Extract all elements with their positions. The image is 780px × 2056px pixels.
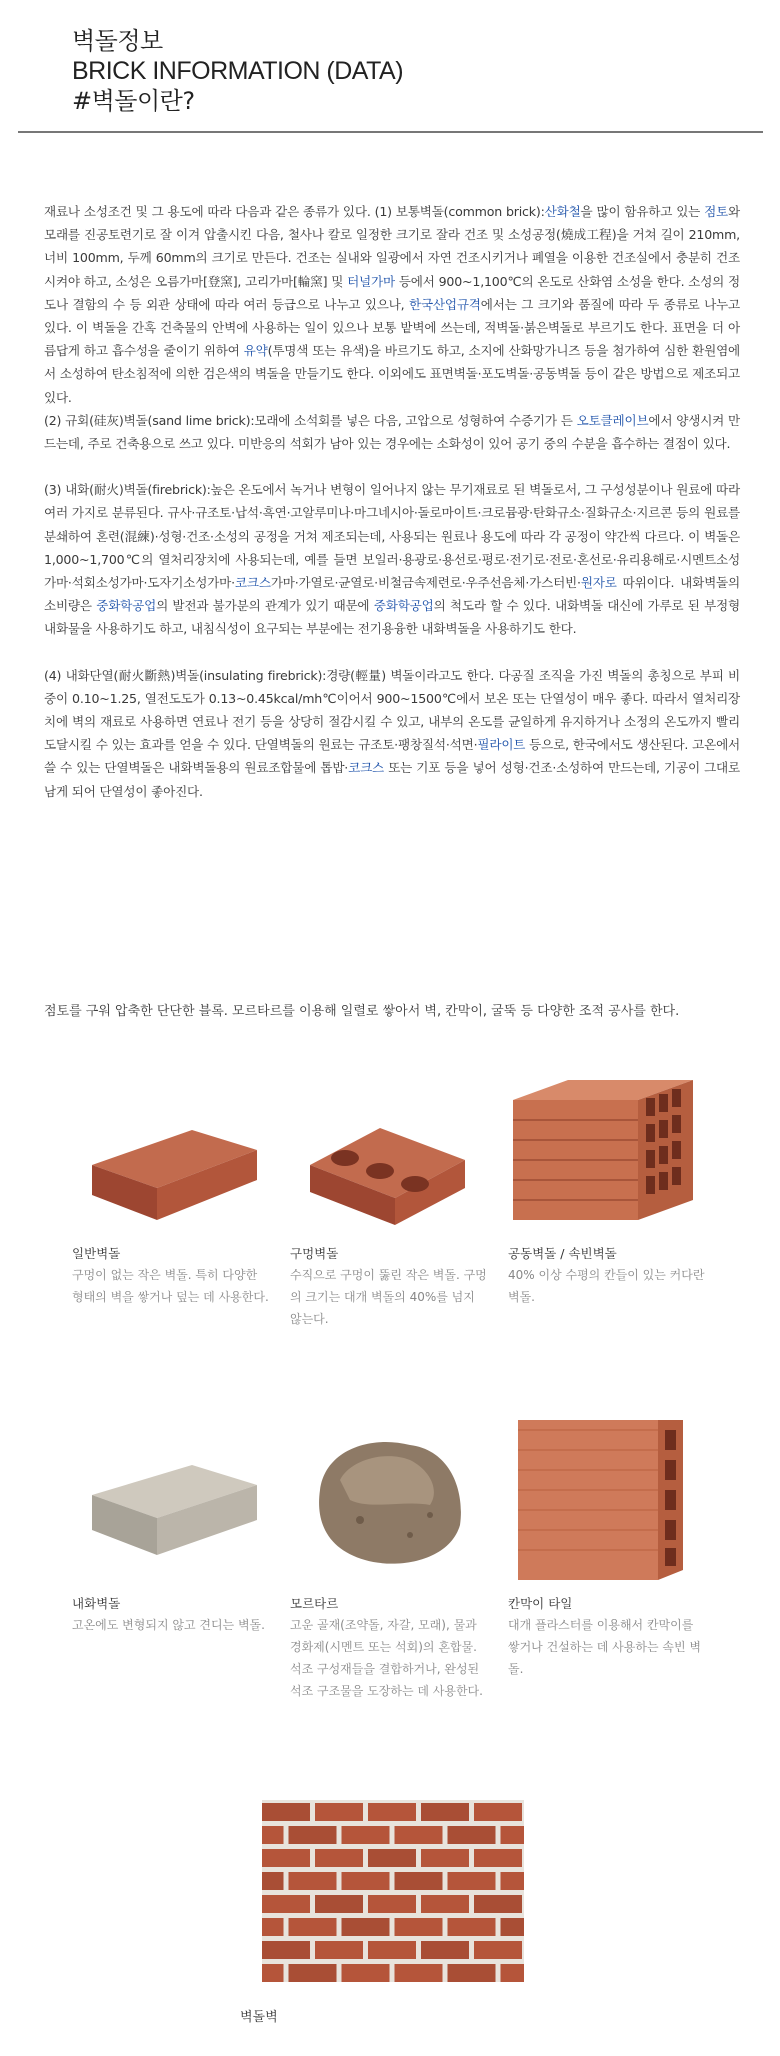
wall-brick [342,1872,390,1890]
brick-card-firebrick [72,1420,272,1636]
wall-brick [289,1964,337,1982]
brick-name: 칸막이 타일 [508,1596,573,1611]
article-link[interactable]: 점토 [704,204,729,219]
wall-brick [262,1826,284,1844]
wall-brick [289,1826,337,1844]
wall-brick [262,1918,284,1936]
page-title-english: BRICK INFORMATION (DATA) [72,57,404,85]
wall-brick [474,1849,522,1867]
brick-card-hollow [508,1070,708,1308]
brick-card-mortar [290,1420,490,1702]
page-header [72,26,403,116]
brick-description: 고온에도 변형되지 않고 견디는 벽돌. [72,1618,265,1632]
paragraph-firebrick: (3) 내화(耐火)벽돌(firebrick):높은 온도에서 녹거나 변형이 일어나지 않는 무기재료로 된 벽돌로서, 그 구성성분이나 원료에 따라 여러 가지로 분류된다. 규사·규조토·납석·흑연·고알루미나·마그네시아·돌로마이트·크로뮴광·탄화규소·질화규소·지르콘 등의 원료를 분쇄하여 혼련(混練)·성형·건조·소성의 공정을 거쳐 제조되는데, 사용되는 원료나 용도에 따라 각 공정이 약간씩 다르다. 이 벽돌은 1,000~1,700℃의 열처리장치에 사용되는데, 예를 들면 보일러·용광로·용선로·평로·전기로·전로·혼선로·유리용해로·시멘트소성가마·석회소성가마·도자기소성가마·코크스가마·가열로·균열로·비철금속제련로·우주선음체·가스터빈·원자로 따위이다. 내화벽돌의 소비량은 중화학공업의 발전과 불가분의 관계가 있기 때문에 중화학공업의 척도라 할 수 있다. 내화벽돌 대신에 가루로 된 부정형 내화물을 사용하기도 하고, 내침식성이 요구되는 부분에는 전기용융한 내화벽돌을 사용하기도 한다. [44,482,740,637]
paragraph-sand-lime-brick: (2) 규회(硅灰)벽돌(sand lime brick):모래에 소석회를 넣은 다음, 고압으로 성형하여 수증기가 든 오토클레이브에서 양생시켜 만드는데, 주로 건축용으로 쓰고 있다. 미반응의 석회가 남아 있는 경우에는 소화성이 있어 공기 중의 수분을 흡수하는 결점이 있다. [44,412,740,452]
article-link[interactable]: 산화철 [544,204,581,219]
wall-brick [262,1872,284,1890]
article-link[interactable]: 코크스 [234,575,271,591]
wall-brick [474,1803,522,1821]
brick-description: 대개 플라스터를 이용해서 칸막이를 쌓거나 건설하는 데 사용하는 속빈 벽돌. [508,1618,701,1676]
brick-name: 일반벽돌 [72,1246,121,1261]
brick-wall-image [262,1800,524,1982]
wall-brick [448,1826,496,1844]
brick-name: 공동벽돌 / 속빈벽돌 [508,1246,617,1261]
solid-brick-image [72,1070,272,1230]
paragraph-insulating-firebrick: (4) 내화단열(耐火斷熱)벽돌(insulating firebrick):경량(輕量) 벽돌이라고도 한다. 다공질 조직을 가진 벽돌의 총칭으로 부피 비중이 0.10~1.25, 열전도도가 0.13~0.45kcal/mh℃이어서 900~1500℃에서 보온 또는 단열성이 매우 좋다. 따라서 열처리장치에 벽의 재료로 사용하면 연료나 전기 등을 상당히 절감시킬 수 있고, 내부의 온도를 균일하게 유지하거나 소정의 온도까지 빨리 도달시킬 수 있는 효과를 얻을 수 있다. 단열벽돌의 원료는 규조토·팽창질석·석면·필라이트 등으로, 한국에서도 생산된다. 고온에서 쓸 수 있는 단열벽돌은 내화벽돌용의 원료조합물에 톱밥·코크스 또는 기포 등을 넣어 성형·건조·소성하여 만드는데, 기공이 그대로 남게 되어 단열성이 좋아진다. [44,667,740,799]
article-link[interactable]: 중화학공업 [373,598,434,614]
brick-wall-graphic [262,1800,524,1982]
wall-brick [262,1849,310,1867]
wall-brick [448,1964,496,1982]
wall-brick [395,1918,443,1936]
article-link[interactable]: 원자로 [580,575,617,591]
brick-card-partition-tile [508,1420,708,1680]
page-title: 벽돌정보 [72,27,163,55]
brick-card-perforated [290,1070,490,1330]
wall-brick [501,1964,525,1982]
paragraph-common-brick: 재료나 소성조건 및 그 용도에 따라 다음과 같은 종류가 있다. (1) 보통벽돌(common brick):산화철을 많이 함유하고 있는 점토와 모래를 진공토련기로 잘 이겨 압출시킨 다음, 철사나 칼로 일정한 크기로 잘라 건조 및 소성공정(燒成工程)을 거쳐 길이 210mm, 너비 100mm, 두께 60mm의 크기로 만든다. 건조는 실내와 일광에서 자연 건조시키거나 폐열을 이용한 건조실에서 충분히 건조시켜야 하고, 소성은 오름가마[登窯], 고리가마[輪窯] 및 터널가마 등에서 900~1,100℃의 온도로 산화염 소성을 한다. 소성의 정도나 결함의 수 등 외관 상태에 따라 여러 등급으로 나누고 있으나, 한국산업규격에서는 그 크기와 품질에 따라 두 종류로 나누고 있다. 이 벽돌을 간혹 건축물의 안벽에 사용하는 일이 있으나 보통 밭벽에 쓰는데, 적벽돌·붉은벽돌로 부르기도 한다. 표면을 더 아름답게 하고 흡수성을 줄이기 위하여 유약(투명색 또는 유색)을 바르기도 하고, 소지에 산화망가니즈 등을 첨가하여 심한 환원염에서 소성하여 탄소침적에 의한 검은색의 벽돌을 만들기도 한다. 이외에도 표면벽돌·포도벽돌·공동벽돌 등이 같은 방법으로 제조되고 있다. [44,204,740,405]
wall-brick [368,1803,416,1821]
brick-description: 40% 이상 수평의 칸들이 있는 커다란 벽돌. [508,1268,705,1304]
wall-brick [501,1918,525,1936]
wall-brick [262,1941,310,1959]
wall-brick [421,1941,469,1959]
article-link[interactable]: 터널가마 [347,273,395,289]
wall-brick [262,1964,284,1982]
wall-brick [448,1918,496,1936]
brick-name: 내화벽돌 [72,1596,121,1611]
wall-brick [342,1918,390,1936]
hollow-brick-image [508,1070,708,1230]
wall-brick [395,1826,443,1844]
wall-brick [501,1872,525,1890]
wall-brick [395,1964,443,1982]
wall-brick [289,1918,337,1936]
wall-brick [342,1964,390,1982]
brick-name: 모르타르 [290,1596,339,1611]
wall-brick [315,1941,363,1959]
article-link[interactable]: 필라이트 [477,737,526,753]
brick-wall-caption: 벽돌벽 [240,2010,278,2025]
brick-description: 수직으로 구멍이 뚫린 작은 벽돌. 구멍의 크기는 대개 벽돌의 40%를 넘지 않는다. [290,1268,487,1326]
wall-brick [421,1895,469,1913]
brick-description: 구멍이 없는 작은 벽돌. 특히 다양한 형태의 벽을 쌓거나 덮는 데 사용한다. [72,1268,269,1304]
wall-brick [421,1849,469,1867]
wall-brick [448,1872,496,1890]
wall-brick [474,1941,522,1959]
article-link[interactable]: 중화학공업 [96,598,157,614]
brick-card-solid [72,1070,272,1308]
page-hashtag: #벽돌이란? [72,87,195,115]
article-link[interactable]: 한국산업규격 [408,296,481,312]
wall-brick [342,1826,390,1844]
wall-brick [262,1895,310,1913]
article-link[interactable]: 코크스 [348,760,385,776]
wall-brick [474,1895,522,1913]
article-link[interactable]: 유약 [243,343,268,359]
wall-brick [262,1803,310,1821]
wall-brick [421,1803,469,1821]
wall-brick [315,1803,363,1821]
wall-brick [368,1895,416,1913]
wall-brick [315,1895,363,1913]
header-divider [18,131,763,133]
wall-brick [368,1941,416,1959]
brick-description: 고운 골재(조약돌, 자갈, 모래), 물과 경화제(시멘트 또는 석회)의 혼합물. 석조 구성재들을 결합하거나, 완성된 석조 구조물을 도장하는 데 사용한다. [290,1618,483,1698]
wall-brick [368,1849,416,1867]
wall-brick [315,1849,363,1867]
firebrick-image [72,1420,272,1580]
article-link[interactable]: 오토클레이브 [576,412,649,428]
partition-tile-image [508,1420,708,1580]
article-body [44,200,740,803]
mortar-image [290,1420,490,1580]
perforated-brick-image [290,1070,490,1230]
brick-name: 구멍벽돌 [290,1246,339,1261]
wall-brick [289,1872,337,1890]
wall-brick [501,1826,525,1844]
brick-intro: 점토를 구워 압축한 단단한 블록. 모르타르를 이용해 일렬로 쌓아서 벽, 칸막이, 굴뚝 등 다양한 조적 공사를 한다. [44,1004,680,1019]
wall-brick [395,1872,443,1890]
